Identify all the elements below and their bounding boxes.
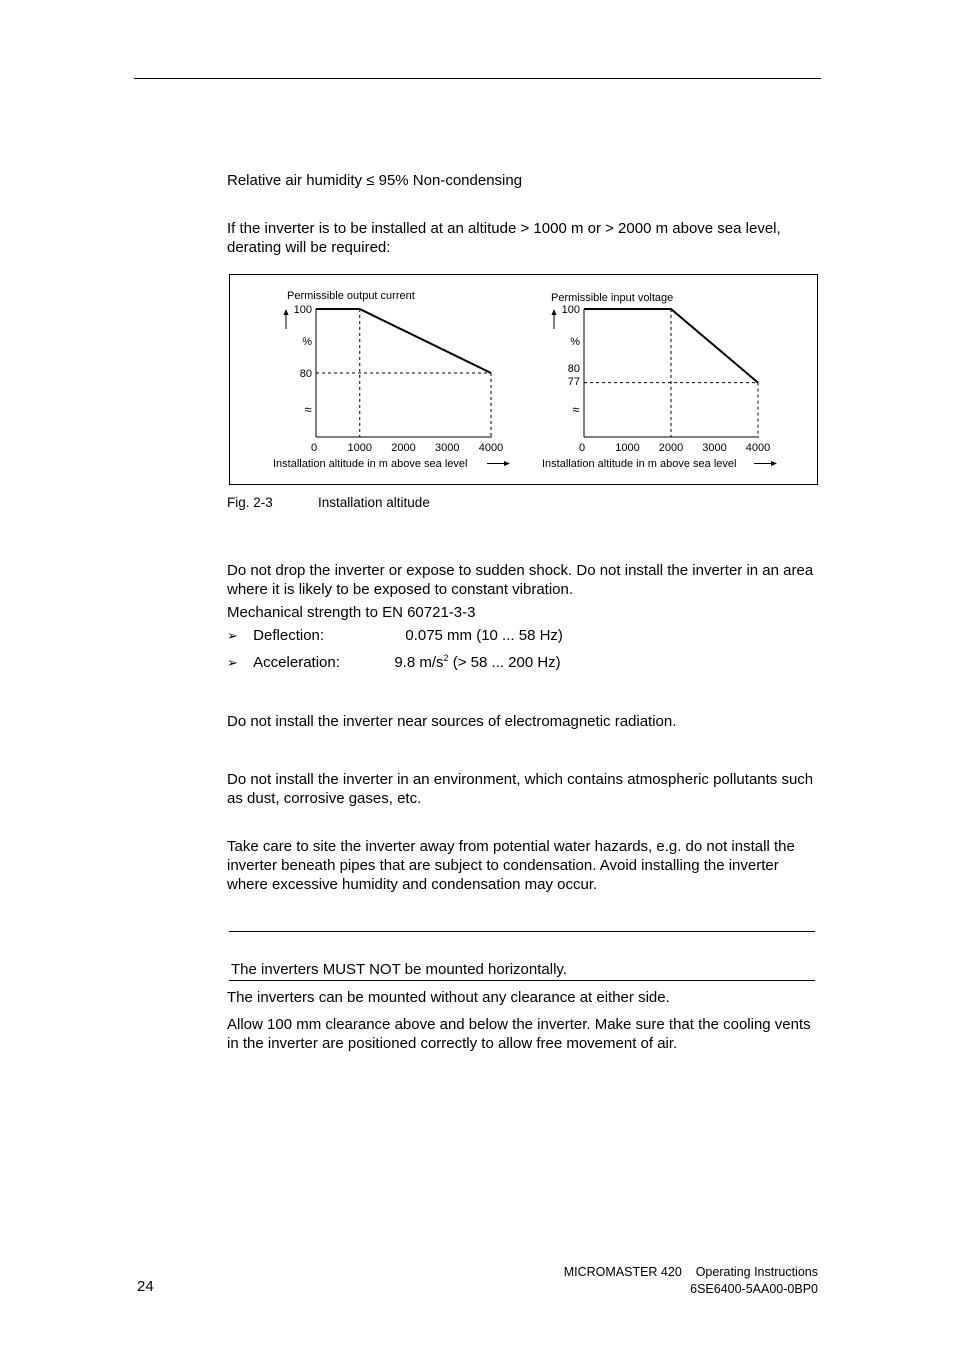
chart-title: Permissible output current — [287, 290, 415, 302]
clearance-side: The inverters can be mounted without any clearance at either side. — [227, 989, 670, 1006]
footer-product: MICROMASTER 420 — [563, 1265, 682, 1279]
series-line — [316, 309, 491, 373]
x-tick-label: 2000 — [391, 442, 416, 454]
mechanical-strength: Mechanical strength to EN 60721-3-3 — [227, 604, 476, 621]
header-rule — [134, 78, 821, 79]
water-text: Take care to site the inverter away from potential water hazards, e.g. do not install the inverter beneath pipes that are subject to condensation. Avoid installing the inverter where excessive humidity and condensation may occur. — [227, 838, 795, 893]
altitude-intro: If the inverter is to be installed at an altitude > 1000 m or > 2000 m above sea level, derating will be required: — [227, 220, 781, 256]
y-tick-label: 100 — [561, 304, 580, 316]
altitude-derating-charts — [230, 275, 819, 486]
deflection-value: 0.075 mm (10 ... 58 Hz) — [405, 627, 563, 644]
y-arrow-head-icon — [552, 309, 557, 315]
footer-doc-type: Operating Instructions — [695, 1265, 818, 1279]
caution-bottom-rule — [229, 980, 815, 981]
y-tick-label: 80 — [567, 363, 580, 375]
acceleration-label: Acceleration: — [253, 654, 340, 671]
bullet-arrow-icon: ➢ — [227, 655, 238, 670]
x-tick-label: 1000 — [347, 442, 372, 454]
figure-caption: Installation altitude — [318, 495, 430, 510]
bullet-arrow-icon: ➢ — [227, 628, 238, 643]
y-axis-label: % — [570, 336, 580, 348]
y-arrow-head-icon — [284, 309, 289, 315]
pollution-text: Do not install the inverter in an environment, which contains atmospheric pollutants such as dust, corrosive gases, etc. — [227, 771, 814, 807]
x-tick-label: 0 — [578, 442, 586, 454]
bullet-acceleration — [227, 649, 561, 672]
chart-title: Permissible input voltage — [551, 292, 674, 304]
x-arrow-head-icon — [771, 461, 777, 466]
y-tick-label: 100 — [293, 304, 312, 316]
figure-number: Fig. 2-3 — [227, 495, 273, 510]
x-arrow-head-icon — [504, 461, 510, 466]
page-number: 24 — [137, 1278, 154, 1295]
emr-text: Do not install the inverter near sources of electromagnetic radiation. — [227, 713, 677, 730]
x-axis-label: Installation altitude in m above sea level — [542, 458, 737, 470]
x-tick-label: 2000 — [658, 442, 684, 454]
humidity-text: Relative air humidity ≤ 95% Non-condensing — [227, 172, 523, 189]
x-tick-label: 0 — [310, 442, 318, 454]
x-axis-label: Installation altitude in m above sea level — [273, 458, 468, 470]
footer-product-line — [564, 1264, 818, 1280]
bullet-deflection — [227, 626, 563, 645]
axis-break-icon: ≈ — [572, 402, 580, 417]
deflection-label: Deflection: — [253, 627, 325, 644]
altitude-figure — [229, 274, 818, 485]
caution-text: The inverters MUST NOT be mounted horizontally. — [231, 961, 567, 978]
x-tick-label: 3000 — [702, 442, 727, 454]
x-tick-label: 1000 — [615, 442, 640, 454]
y-tick-label: 77 — [567, 376, 580, 388]
x-tick-label: 4000 — [478, 442, 504, 454]
axis-break-icon: ≈ — [304, 402, 312, 417]
y-axis-label: % — [302, 336, 312, 348]
acceleration-value: 9.8 $m/s^2$ (> 58 ... 200 Hz) — [394, 653, 561, 671]
shock-paragraph: Do not drop the inverter or expose to sudden shock. Do not install the inverter in an area where it is likely to be exposed to constant vibration. — [227, 562, 814, 598]
caution-top-rule — [229, 931, 815, 932]
x-tick-label: 3000 — [435, 442, 460, 454]
x-tick-label: 4000 — [745, 442, 771, 454]
y-tick-label: 80 — [299, 368, 312, 380]
footer-order-number: 6SE6400-5AA00-0BP0 — [690, 1282, 818, 1296]
clearance-vertical: Allow 100 mm clearance above and below the inverter. Make sure that the cooling vents in the inverter are positioned correctly to allow free movement of air. — [227, 1016, 811, 1052]
